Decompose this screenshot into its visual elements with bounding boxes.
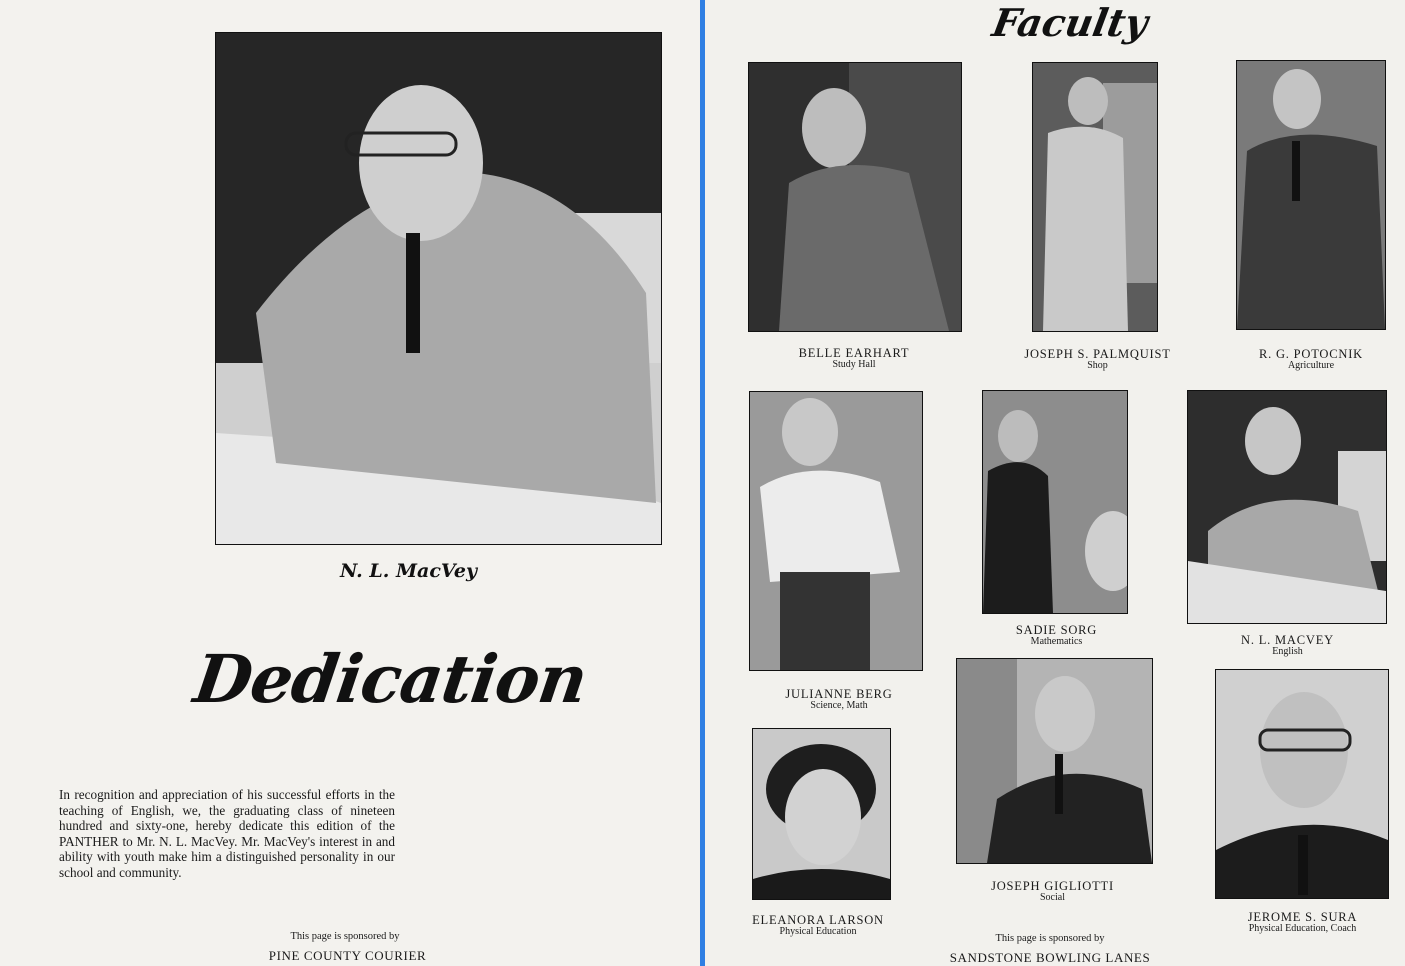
dedication-portrait-photo [215,32,662,545]
faculty-caption [960,880,1145,904]
faculty-subject: Science, Math [810,700,868,712]
faculty-name: ELEANORA LARSON [752,913,884,927]
faculty-photo-rg-potocnik [1236,60,1386,330]
faculty-name: JEROME S. SURA [1247,910,1358,924]
faculty-photo-eleanora-larson [752,728,891,900]
left-sponsor-note: This page is sponsored by [290,931,400,942]
faculty-photo-joseph-gigliotti [956,658,1153,864]
dedication-paragraph: In recognition and appreciation of his successful efforts in the teaching of English, we, the graduating class of nineteen hundred and sixty-one, hereby dedicate this edition of the PANTHER to Mr. N. L. MacVey. Mr. MacVey's interest in and ability with youth make him a distinguished personality in our school and community. [59,787,395,880]
faculty-name: JULIANNE BERG [785,687,893,701]
portrait-caption: N. L. MacVey [340,560,478,582]
faculty-caption [1225,348,1397,372]
faculty-photo-jerome-sura [1215,669,1389,899]
faculty-subject: English [1272,646,1303,658]
faculty-name: R. G. POTOCNIK [1258,347,1364,361]
faculty-caption [749,688,929,712]
left-page [0,0,700,966]
right-sponsor-name: SANDSTONE BOWLING LANES [949,950,1151,965]
faculty-name: SADIE SORG [1015,623,1098,637]
faculty-caption [748,347,960,371]
faculty-name: JOSEPH GIGLIOTTI [991,879,1114,893]
faculty-caption [964,624,1149,648]
faculty-photo-julianne-berg [749,391,923,671]
left-sponsor-name: PINE COUNTY COURIER [268,948,427,963]
faculty-photo-nl-macvey [1187,390,1387,624]
faculty-subject: Physical Education [779,926,857,938]
faculty-caption [725,914,911,938]
faculty-caption [1005,348,1190,372]
faculty-photo-sadie-sorg [982,390,1128,614]
right-sponsor-note: This page is sponsored by [995,933,1105,944]
faculty-subject: Physical Education, Coach [1248,923,1357,935]
faculty-subject: Agriculture [1287,360,1335,372]
faculty-name: BELLE EARHART [798,346,910,360]
faculty-photo-joseph-palmquist [1032,62,1158,332]
faculty-title: Faculty [989,0,1152,45]
faculty-photo-belle-earhart [748,62,962,332]
right-page [705,0,1405,966]
faculty-caption [1195,634,1380,658]
faculty-caption [1210,911,1395,935]
faculty-subject: Study Hall [832,359,876,371]
faculty-subject: Shop [1087,360,1108,372]
dedication-title: Dedication [189,640,592,718]
faculty-name: JOSEPH S. PALMQUIST [1024,347,1171,361]
faculty-name: N. L. MACVEY [1241,633,1334,647]
faculty-subject: Social [1040,892,1065,904]
faculty-subject: Mathematics [1030,636,1083,648]
